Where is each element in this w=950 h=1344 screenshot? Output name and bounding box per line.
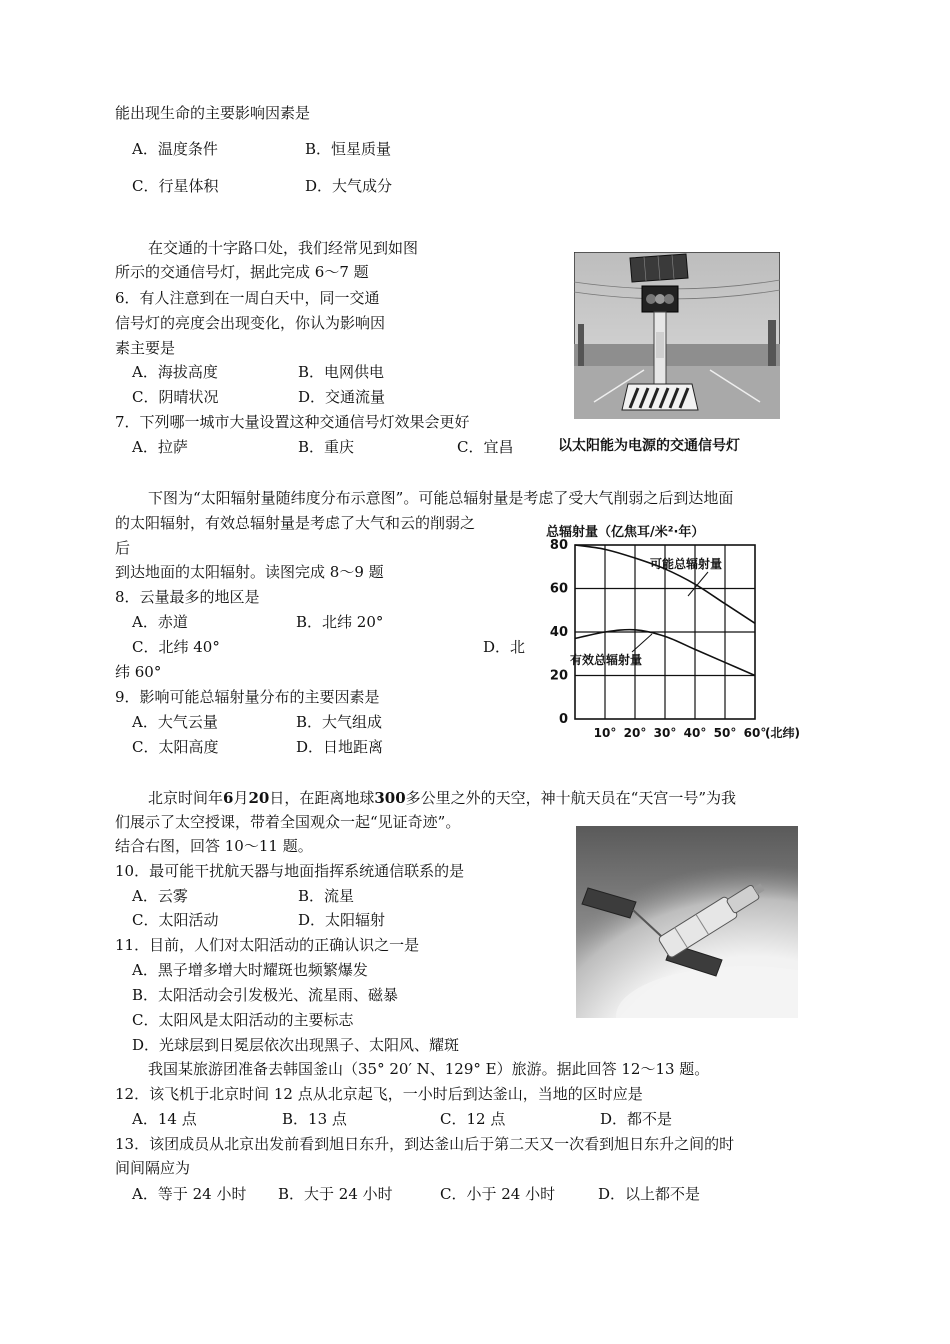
radiation-intro-line1: 下图为“太阳辐射量随纬度分布示意图”。可能总辐射量是考虑了受大气削弱之后到达地面 <box>148 489 734 507</box>
q8-option-d: D．北 <box>483 638 526 656</box>
q6-option-d: D．交通流量 <box>298 388 386 406</box>
q8-option-a: A．赤道 <box>132 613 188 631</box>
traffic-intro-line1: 在交通的十字路口处，我们经常见到如图 <box>148 239 419 257</box>
space-intro-1a: 北京时间年 <box>148 789 224 807</box>
q13-stem-line1: 13．该团成员从北京出发前看到旭日东升，到达釜山后于第二天又一次看到旭日东升之间的时 <box>115 1135 735 1153</box>
q8-stem: 8．云量最多的地区是 <box>115 588 260 606</box>
q6-option-b: B．电网供电 <box>298 363 385 381</box>
q8-option-d-wrap: 纬 60° <box>115 663 162 681</box>
x-tick-label: 60° <box>743 726 767 740</box>
x-tick-label: 50° <box>713 726 737 740</box>
radiation-intro-line2: 的太阳辐射，有效总辐射量是考虑了大气和云的削弱之 <box>115 514 476 532</box>
q10-option-b: B．流星 <box>298 887 355 905</box>
q5-stem-end: 能出现生命的主要影响因素是 <box>115 104 311 122</box>
q9-stem: 9．影响可能总辐射量分布的主要因素是 <box>115 688 380 706</box>
q13-option-b: B．大于 24 小时 <box>278 1185 393 1203</box>
traffic-light-caption: 以太阳能为电源的交通信号灯 <box>558 438 740 454</box>
x-tick-label: 10° <box>593 726 617 740</box>
q9-option-a: A．大气云量 <box>132 713 218 731</box>
y-tick-label: 40 <box>549 625 568 640</box>
space-intro-line3: 结合右图，回答 10～11 题。 <box>115 837 313 855</box>
q9-option-b: B．大气组成 <box>296 713 383 731</box>
busan-intro: 我国某旅游团准备去韩国釜山（35° 20′ N、129° E）旅游。据此回答 12～13 题。 <box>148 1060 710 1078</box>
q6-option-c: C．阴晴状况 <box>132 388 219 406</box>
q10-option-c: C．太阳活动 <box>132 911 219 929</box>
radiation-intro-line3: 后 <box>115 539 131 557</box>
space-intro-line1 <box>148 788 736 808</box>
chart-x-ticks <box>594 726 767 740</box>
q9-option-d: D．日地距离 <box>296 738 384 756</box>
series-label-possible-leader <box>688 572 708 596</box>
q11-option-d: D．光球层到日冕层依次出现黑子、太阳风、耀斑 <box>132 1036 460 1054</box>
q9-option-c: C．太阳高度 <box>132 738 219 756</box>
q6-stem-line3: 素主要是 <box>115 339 176 357</box>
q10-stem: 10．最可能干扰航天器与地面指挥系统通信联系的是 <box>115 862 465 880</box>
y-tick-label: 60 <box>549 581 568 597</box>
tiangong-space-station-image <box>576 826 798 1018</box>
radiation-intro-line4: 到达地面的太阳辐射。读图完成 8～9 题 <box>115 563 384 581</box>
space-intro-1e: 日，在距离地球 <box>269 789 375 807</box>
q11-option-b: B．太阳活动会引发极光、流星雨、磁暴 <box>132 986 399 1004</box>
q12-option-b: B．13 点 <box>282 1110 347 1128</box>
space-intro-1b: 6 <box>223 789 234 807</box>
q7-stem: 7．下列哪一城市大量设置这种交通信号灯效果会更好 <box>115 413 470 431</box>
q13-option-c: C．小于 24 小时 <box>440 1185 556 1203</box>
y-tick-label: 20 <box>549 668 568 684</box>
chart-x-label: (北纬) <box>765 726 800 740</box>
q6-stem-line2: 信号灯的亮度会出现变化，你认为影响因 <box>115 314 386 332</box>
q13-option-a: A．等于 24 小时 <box>132 1185 247 1203</box>
q12-option-c: C．12 点 <box>440 1110 506 1128</box>
q11-stem: 11．目前，人们对太阳活动的正确认识之一是 <box>115 936 420 954</box>
x-tick-label: 20° <box>623 726 647 740</box>
q11-option-c: C．太阳风是太阳活动的主要标志 <box>132 1011 354 1029</box>
space-intro-1d: 20 <box>248 789 270 807</box>
q10-option-d: D．太阳辐射 <box>298 911 386 929</box>
q8-option-b: B．北纬 20° <box>296 613 384 631</box>
q6-stem-line1: 6．有人注意到在一周白天中，同一交通 <box>115 289 380 307</box>
q5-option-d: D．大气成分 <box>305 177 393 195</box>
chart-title: 总辐射量（亿焦耳/米²·年） <box>546 525 705 540</box>
q12-stem: 12．该飞机于北京时间 12 点从北京起飞，一小时后到达釜山，当地的区时应是 <box>115 1085 643 1103</box>
chart-y-ticks <box>550 538 568 727</box>
y-tick-label: 0 <box>558 712 568 727</box>
q8-option-c: C．北纬 40° <box>132 638 220 656</box>
q6-option-a: A．海拔高度 <box>132 363 218 381</box>
space-intro-1f: 300 <box>374 789 406 807</box>
q7-option-c: C．宜昌 <box>457 438 514 456</box>
q7-option-b: B．重庆 <box>298 438 355 456</box>
q5-option-c: C．行星体积 <box>132 177 219 195</box>
y-tick-label: 80 <box>549 538 568 553</box>
x-tick-label: 40° <box>683 726 707 740</box>
series-label-effective: 有效总辐射量 <box>570 653 643 667</box>
series-label-possible: 可能总辐射量 <box>650 557 723 571</box>
solar-traffic-light-image <box>574 252 780 419</box>
q10-option-a: A．云雾 <box>132 887 188 905</box>
space-intro-line2: 们展示了太空授课，带着全国观众一起“见证奇迹”。 <box>115 813 461 831</box>
radiation-latitude-chart <box>540 518 820 748</box>
q5-option-b: B．恒星质量 <box>305 140 392 158</box>
q12-option-d: D．都不是 <box>600 1110 673 1128</box>
q5-option-a: A．温度条件 <box>132 140 218 158</box>
q13-stem-line2: 间间隔应为 <box>115 1159 191 1177</box>
q13-option-d: D．以上都不是 <box>598 1185 701 1203</box>
x-tick-label: 30° <box>653 726 677 740</box>
q12-option-a: A．14 点 <box>132 1110 197 1128</box>
traffic-intro-line2: 所示的交通信号灯，据此完成 6～7 题 <box>115 263 369 281</box>
q11-option-a: A．黑子增多增大时耀斑也频繁爆发 <box>132 961 368 979</box>
q7-option-a: A．拉萨 <box>132 438 188 456</box>
space-intro-1g: 多公里之外的天空，神十航天员在“天宫一号”为我 <box>405 789 737 807</box>
space-intro-1c: 月 <box>233 789 249 807</box>
